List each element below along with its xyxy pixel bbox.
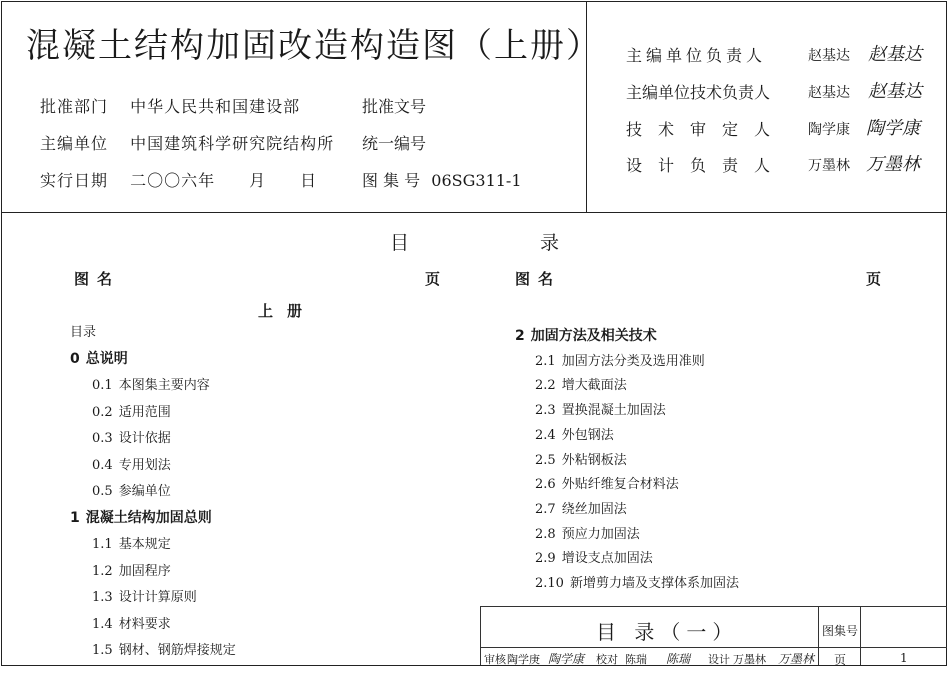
toc-entry-number: 0.1: [92, 378, 113, 393]
role-design-lead: 设 计 负 责 人: [626, 156, 771, 175]
toc-title-right: 录: [540, 232, 560, 254]
design-name: 万墨林: [733, 653, 766, 666]
impl-date-label: 实行日期: [40, 171, 109, 190]
toc-entry-number: 2.6: [535, 477, 556, 493]
toc-entry: [535, 572, 739, 591]
toc-entry-number: 1.3: [92, 590, 113, 605]
title-block-left: [480, 606, 481, 665]
toc-entry: [92, 374, 210, 393]
toc-entry-text: 总说明: [85, 350, 128, 367]
approve-dept-value: 中华人民共和国建设部: [130, 97, 301, 116]
toc-entry-number: 2.7: [535, 501, 556, 517]
toc-entry-number: 2: [515, 328, 525, 344]
toc-entry-text: 本图集主要内容: [118, 378, 210, 393]
editor-unit: [40, 131, 334, 154]
toc-entry-number: 1.4: [92, 616, 113, 632]
signature-tech-chief: 赵基达: [868, 81, 922, 102]
toc-entry-text: 设计依据: [118, 431, 171, 446]
role-chief-unit: 主编单位负责人: [626, 46, 767, 65]
left-col-page-header: 页: [425, 270, 441, 288]
sheet-title: 目 录（一）: [596, 620, 739, 644]
toc-entry-number: 2.3: [535, 403, 556, 419]
toc-entry-text: 目录: [70, 325, 97, 340]
toc-entry: [92, 639, 236, 658]
toc-entry: [92, 586, 197, 605]
toc-entry: [92, 613, 171, 632]
toc-entry-text: 外包钢法: [561, 427, 614, 443]
editor-unit-value: 中国建筑科学研究院结构所: [130, 134, 335, 153]
title-block-divider: [818, 606, 819, 665]
toc-entry-text: 加固方法及相关技术: [530, 328, 657, 344]
impl-date-value: 二〇〇六年 月 日: [130, 171, 318, 190]
toc-entry: [535, 449, 627, 468]
toc-entry-number: 1.1: [92, 537, 113, 552]
toc-entry-text: 钢材、钢筋焊接规定: [118, 643, 236, 658]
toc-entry-text: 混凝土结构加固总则: [85, 509, 212, 526]
right-col-page-header: 页: [866, 270, 882, 288]
signature-tech-reviewer: 陶学康: [866, 118, 920, 139]
toc-entry: [535, 498, 627, 517]
toc-section-heading: [70, 507, 212, 527]
atlas-title: 混凝土结构加固改造构造图（上册）: [26, 26, 602, 66]
toc-entry-number: 2.1: [535, 353, 556, 369]
atlas-no-cell-label: 图集号: [822, 624, 859, 638]
editor-unit-label: 主编单位: [40, 134, 109, 153]
toc-entry-text: 设计计算原则: [118, 590, 197, 605]
page-number: 1: [900, 651, 908, 665]
toc-entry-text: 置换混凝土加固法: [561, 403, 666, 419]
approve-dept-label: 批准部门: [40, 97, 109, 116]
check-label: 校对: [596, 653, 618, 666]
toc-entry-number: 0.4: [92, 457, 113, 473]
toc-entry: [535, 473, 679, 492]
toc-entry-text: 外粘钢板法: [561, 452, 627, 468]
review-signature: 陶学康: [548, 652, 585, 666]
unified-no-label: 统一编号: [362, 134, 427, 153]
toc-entry-number: 2.2: [535, 378, 556, 394]
title-block-divider-2: [860, 606, 861, 665]
toc-entry-number: 2.4: [535, 427, 556, 443]
design-signature: 万墨林: [778, 652, 815, 666]
review-name: 陶学庚: [507, 653, 540, 666]
atlas-no-value: 06SG311-1: [431, 171, 522, 190]
role-tech-chief: 主编单位技术负责人: [626, 83, 771, 102]
toc-entry: [535, 374, 627, 393]
person-tech-reviewer: 陶学康: [808, 122, 850, 138]
toc-entry-number: 0.5: [92, 484, 113, 499]
toc-entry: [92, 560, 171, 579]
toc-entry: [535, 547, 653, 566]
toc-entry-text: 基本规定: [118, 537, 171, 552]
title-block-mid: [480, 647, 947, 648]
volume-label: 上册: [258, 302, 317, 320]
impl-date: [40, 168, 317, 191]
toc-entry-number: 2.10: [535, 576, 564, 591]
toc-entry-text: 增大截面法: [561, 378, 627, 394]
toc-entry-number: 1.2: [92, 563, 113, 579]
toc-entry-text: 专用划法: [118, 457, 171, 473]
toc-entry-text: 加固方法分类及选用准则: [561, 353, 705, 369]
toc-entry-number: 2.5: [535, 452, 556, 468]
toc-entry-text: 参编单位: [118, 484, 171, 499]
atlas-no-label: 图 集 号: [362, 171, 421, 190]
role-tech-reviewer: 技 术 审 定 人: [626, 120, 771, 139]
toc-entry-text: 增设支点加固法: [561, 551, 653, 567]
toc-title-left: 目: [390, 232, 410, 254]
check-name: 陈瑞: [625, 653, 647, 666]
person-design-lead: 万墨林: [808, 158, 850, 174]
toc-entry: [535, 399, 666, 418]
toc-entry: [92, 454, 171, 473]
toc-entry-number: 1.5: [92, 643, 113, 658]
toc-entry: [92, 480, 171, 499]
approve-dept: [40, 94, 300, 117]
toc-entry: [92, 401, 171, 420]
toc-entry-number: 1: [70, 509, 80, 526]
toc-entry: [535, 350, 705, 369]
toc-entry-text: 加固程序: [118, 563, 171, 579]
check-signature: 陈瑞: [666, 652, 691, 666]
toc-entry-number: 0.3: [92, 431, 113, 446]
toc-entry-text: 预应力加固法: [561, 526, 640, 542]
toc-entry-number: 0.2: [92, 404, 113, 420]
toc-entry-text: 绕丝加固法: [561, 501, 627, 517]
atlas-no: [362, 168, 522, 191]
toc-entry: [92, 533, 171, 552]
design-label: 设计: [708, 653, 730, 666]
approval-doc-label: 批准文号: [362, 97, 427, 116]
toc-section-heading: [70, 348, 128, 368]
toc-entry-text: 适用范围: [118, 404, 171, 420]
header-divider: [1, 212, 947, 213]
left-col-name-header: 图名: [74, 270, 121, 288]
person-tech-chief: 赵基达: [808, 85, 850, 101]
toc-entry: [535, 424, 614, 443]
toc-entry: [70, 321, 96, 340]
person-chief-unit: 赵基达: [808, 48, 850, 64]
toc-entry-text: 材料要求: [118, 616, 171, 632]
right-col-name-header: 图名: [515, 270, 562, 288]
title-block-top: [480, 606, 947, 607]
toc-entry: [92, 427, 171, 446]
review-label: 审核: [484, 653, 506, 666]
signature-chief-unit: 赵基达: [868, 44, 922, 65]
toc-entry: [535, 523, 640, 542]
toc-entry-text: 外贴纤维复合材料法: [561, 477, 679, 493]
toc-entry-text: 新增剪力墙及支撑体系加固法: [569, 576, 739, 591]
signature-design-lead: 万墨林: [866, 154, 920, 175]
toc-entry-number: 2.9: [535, 551, 556, 567]
toc-section-heading: [515, 325, 657, 345]
toc-entry-number: 0: [70, 350, 80, 367]
page-cell-label: 页: [834, 653, 847, 667]
toc-entry-number: 2.8: [535, 526, 556, 542]
